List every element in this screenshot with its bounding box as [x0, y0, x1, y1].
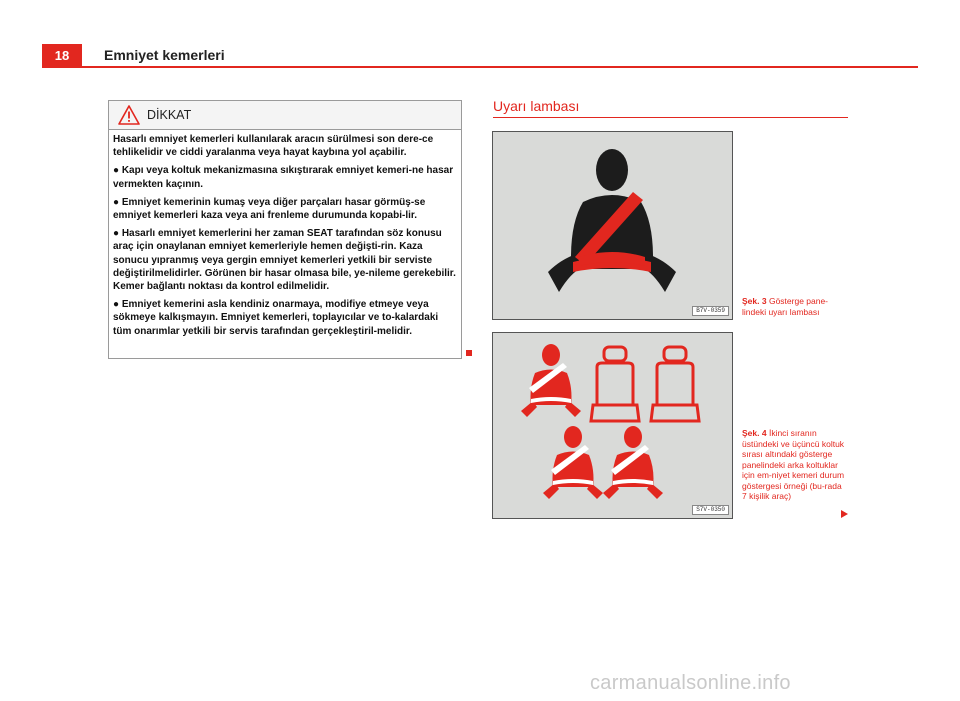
belted-occupant-icon [543, 426, 603, 499]
section-divider [493, 117, 848, 118]
warning-paragraph: ● Emniyet kemerinin kumaş veya diğer parçaları hasar görmüş-se emniyet kemerleri kaza veya ani frenleme durumunda kopabi-lir. [113, 196, 426, 222]
section-title: Uyarı lambası [493, 98, 580, 114]
belted-occupant-icon [603, 426, 663, 499]
figure-caption-text: Gösterge pane-lindeki uyarı lambası [742, 296, 829, 317]
watermark: carmanualsonline.info [590, 672, 791, 694]
figure-tag: B7V-0359 [692, 306, 729, 316]
figure-rear-seat-indicator [492, 332, 733, 519]
figure-warning-lamp [492, 131, 733, 320]
warning-box [108, 100, 462, 359]
warning-body [113, 133, 457, 343]
seatbelt-warning-pictogram [493, 132, 732, 319]
belted-occupant-icon [521, 344, 581, 417]
page-header-title: Emniyet kemerleri [104, 47, 225, 63]
figure-caption [742, 428, 847, 502]
rear-seat-belt-status-pictogram [493, 333, 732, 518]
empty-seat-icon [651, 347, 699, 421]
page-number: 18 [42, 44, 82, 68]
figure-caption-label: Şek. 4 [742, 428, 767, 438]
figure-tag: S7V-0350 [692, 505, 729, 515]
warning-paragraph: Hasarlı emniyet kemerleri kullanılarak aracın sürülmesi son dere-ce tehlikelidir ve ciddi yaralanma veya hayat kaybına yol açabilir. [113, 134, 434, 159]
warning-title: DİKKAT [147, 108, 192, 122]
continue-arrow-icon [841, 510, 848, 518]
header-divider [42, 66, 918, 68]
warning-header [109, 101, 461, 130]
warning-triangle-icon [118, 105, 140, 125]
figure-caption-text: İkinci sıranın üstündeki ve üçüncü koltuk sırası altındaki gösterge panelindeki arka koltuklar için em-niyet kemeri durum göstergesi örneği (bu-rada 7 kişilik araç) [742, 428, 845, 501]
end-of-section-marker [466, 350, 472, 356]
figure-caption-label: Şek. 3 [742, 296, 767, 306]
figure-caption [742, 296, 847, 317]
warning-paragraph: ● Kapı veya koltuk mekanizmasına sıkıştırarak emniyet kemeri-ne hasar vermekten kaçının. [113, 165, 454, 190]
warning-paragraph: ● Emniyet kemerini asla kendiniz onarmaya, modifiye etmeye veya sökmeye kalkışmayın. Emniyet kemerleri, toplayıcılar ve to-kalardaki tüm onarımlar yetkili bir servis tarafından gerçekleştiril-melidir. [113, 299, 439, 337]
warning-paragraph: ● Hasarlı emniyet kemerlerini her zaman SEAT tarafından söz konusu araç için onaylanan emniyet kemerleriyle hemen değişti-rin. Kaza sonucu yıpranmış veya gergin emniyet kemerleri yetkili bir serviste değiştirilmelidirler. Görünen bir hasar olmasa bile, ye-nileme gerekebilir. Kemer bağlantı noktası da kontrol edilmelidir. [113, 228, 456, 293]
empty-seat-icon [591, 347, 639, 421]
